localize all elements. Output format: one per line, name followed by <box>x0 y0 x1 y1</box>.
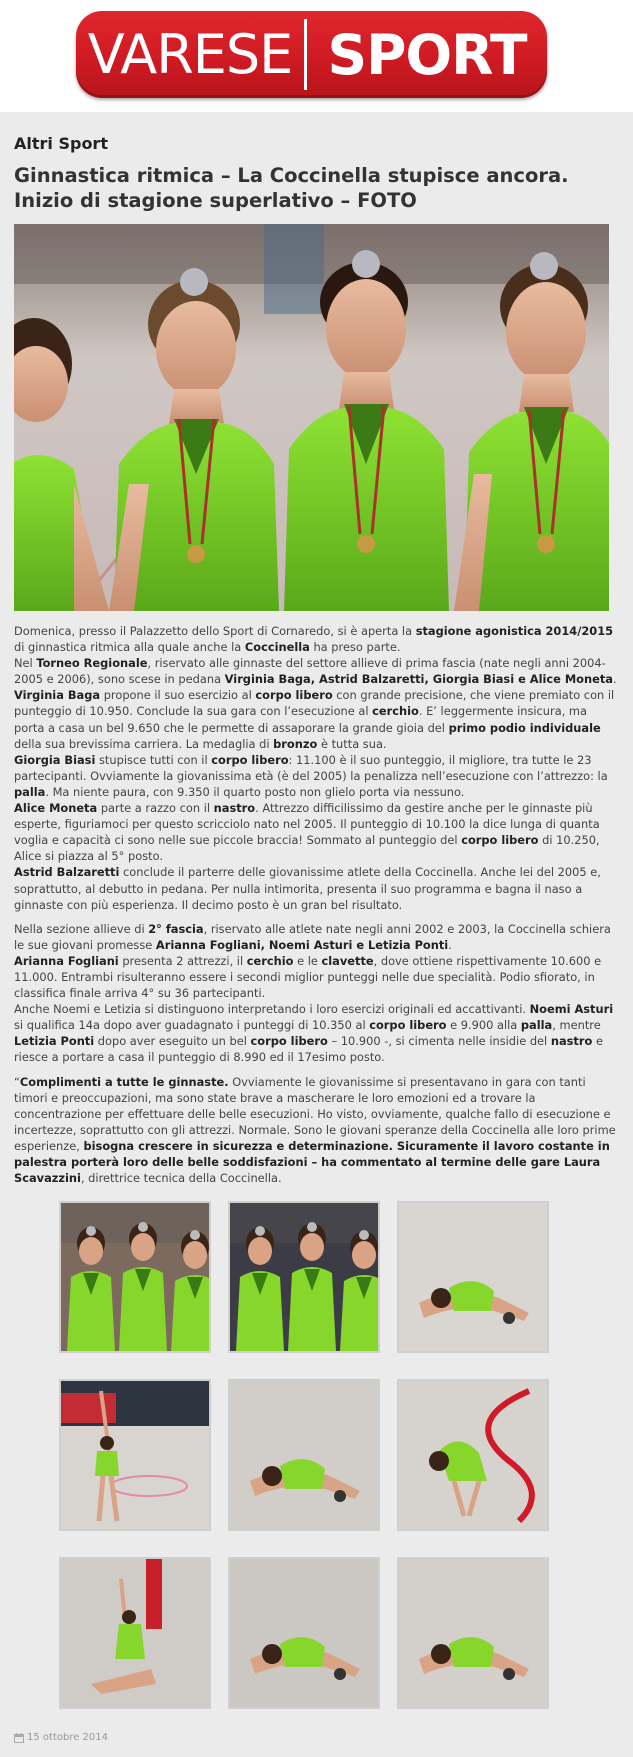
body-text: “ <box>14 1074 20 1089</box>
gallery-photo-ribbon[interactable] <box>397 1379 549 1531</box>
body-text: , riservato alle atlete nate negli anni 2002 e 2003, la Coccinella schiera le sue giovani promesse <box>14 921 611 952</box>
emphasis-text: nastro <box>213 801 256 816</box>
body-text: con grande precisione, che viene premiato con il punteggio di 10.950. Conclude la sua gara con l’esecuzione al <box>14 688 615 719</box>
emphasis-text: stagione agonistica 2014/2015 <box>415 624 614 638</box>
article-paragraph <box>14 953 619 1001</box>
paragraph-gap <box>14 1066 619 1074</box>
body-text: conclude il parterre delle giovanissime atlete della Coccinella. Anche lei del 2005 e, soprattutto, al debutto in pedana. Per nulla intimorita, presenta il suo programma e bagna il naso a ginnaste con più esperienza. Il decimo posto è un gran bel risultato. <box>14 865 601 912</box>
article-paragraph <box>14 921 619 953</box>
emphasis-text: Torneo Regionale <box>36 656 148 671</box>
body-text: . <box>448 937 452 952</box>
emphasis-text: corpo libero <box>369 1018 447 1033</box>
gallery-photo-image <box>399 1203 547 1351</box>
body-text: . E’ leggermente insicura, ma porta a casa un bel 9.650 che le permette di assaporare la grande gioia del <box>14 704 588 735</box>
emphasis-text: cerchio <box>246 953 294 968</box>
body-text: , riservato alle ginnaste del settore allieve di prima fascia (nate negli anni 2004-2005 e 2006), sono scese in pedana <box>14 656 606 687</box>
article-paragraph <box>14 1074 619 1187</box>
body-text: di ginnastica ritmica alla quale anche la <box>14 640 245 655</box>
article-paragraph <box>14 800 619 864</box>
emphasis-text: Arianna Fogliani <box>14 953 119 968</box>
article-paragraph <box>14 623 619 655</box>
body-text: dopo aver eseguito un bel <box>94 1034 251 1049</box>
body-text: e le <box>293 953 322 968</box>
gallery-photo-image <box>61 1203 209 1351</box>
paragraph-gap <box>14 913 619 921</box>
article-paragraph <box>14 864 619 912</box>
gallery-photo-split-1[interactable] <box>228 1379 380 1531</box>
emphasis-text: palla <box>14 784 46 799</box>
gallery-photo-image <box>399 1381 547 1529</box>
emphasis-text: corpo libero <box>461 833 539 848</box>
article-paragraph <box>14 752 619 800</box>
emphasis-text: corpo libero <box>250 1034 328 1049</box>
emphasis-text: Complimenti a tutte le ginnaste. <box>19 1074 229 1089</box>
body-text: Nel <box>14 656 37 671</box>
emphasis-text: cerchio <box>372 704 419 719</box>
body-text: , direttrice tecnica della Coccinella. <box>80 1171 282 1186</box>
body-text: stupisce tutti con il <box>95 752 212 767</box>
article-title: Ginnastica ritmica – La Coccinella stupisce ancora. Inizio di stagione superlativo – FOTO <box>14 164 569 212</box>
emphasis-text: Virginia Baga, Astrid Balzaretti, Giorgia Biasi e Alice Moneta <box>224 672 613 687</box>
emphasis-text: Astrid Balzaretti <box>14 865 120 880</box>
body-text: presenta 2 attrezzi, il <box>118 953 247 968</box>
gallery-photo-group-2[interactable] <box>228 1201 380 1353</box>
emphasis-text: bisogna crescere in sicurezza e determinazione. Sicuramente il lavoro costante in palestra porterà loro delle belle soddisfazioni – ha commentato al termine delle gare Laura Scavazzini <box>14 1138 610 1186</box>
emphasis-text: Arianna Fogliani, Noemi Asturi e Letizia Ponti <box>155 937 449 952</box>
article-paragraph <box>14 1001 619 1065</box>
emphasis-text: clavette <box>321 953 374 968</box>
gallery-photo-group-1[interactable] <box>59 1201 211 1353</box>
photo-gallery <box>14 1201 619 1709</box>
article-body <box>14 623 619 1186</box>
body-text: parte a razzo con il <box>97 801 214 816</box>
body-text: ha preso parte. <box>309 640 401 655</box>
hero-photo-image <box>14 224 609 611</box>
body-text: e 9.900 alla <box>446 1018 521 1033</box>
emphasis-text: primo podio individuale <box>448 720 601 735</box>
body-text: e riesce a portare a casa il punteggio di 8.990 ed il 17esimo posto. <box>14 1034 603 1065</box>
site-header <box>0 0 633 112</box>
logo-word-varese: VARESE <box>87 23 293 86</box>
site-logo[interactable] <box>76 11 547 98</box>
gallery-photo-image <box>61 1559 209 1707</box>
gallery-photo-image <box>230 1381 378 1529</box>
body-text: . Attrezzo difficilissimo da gestire anche per le ginnaste più esperte, figuriamoci per questo scricciolo nato nel 2005. Il punteggio di 10.100 la dice lunga di quanta voglia e capacità ci sono nelle sue piccole braccia! Sommato al punteggio del <box>14 801 600 848</box>
gallery-photo-image <box>399 1559 547 1707</box>
post-date: 15 ottobre 2014 <box>27 1732 109 1744</box>
emphasis-text: corpo libero <box>211 752 289 767</box>
emphasis-text: Virginia Baga <box>14 688 101 703</box>
emphasis-text: Letizia Ponti <box>14 1034 95 1049</box>
emphasis-text: bronzo <box>273 736 318 751</box>
emphasis-text: 2° fascia <box>148 921 204 936</box>
body-text: Domenica, presso il Palazzetto dello Sport di Cornaredo, si è aperta la <box>14 624 416 638</box>
gallery-photo-image <box>61 1381 209 1529</box>
body-text: di 10.250, Alice si piazza al 5° posto. <box>14 833 600 864</box>
body-text: : 11.100 è il suo punteggio, il migliore, tra tutte le 23 partecipanti. Ovviamente la giovanissima età (è del 2005) la penalizza nell’esecuzione con l’attrezzo: la <box>14 752 608 783</box>
body-text: . Ma niente paura, con 9.350 il quarto posto non glielo porta via nessuno. <box>45 784 465 799</box>
category-label[interactable]: Altri Sport <box>14 134 108 153</box>
body-text: – 10.900 -, si cimenta nelle insidie del <box>327 1034 551 1049</box>
emphasis-text: Noemi Asturi <box>529 1002 614 1017</box>
gallery-photo-split-3[interactable] <box>397 1557 549 1709</box>
emphasis-text: corpo libero <box>255 688 333 703</box>
body-text: Nella sezione allieve di <box>14 921 149 936</box>
logo-word-sport: SPORT <box>327 22 527 87</box>
gallery-photo-image <box>230 1203 378 1351</box>
body-text: della sua brevissima carriera. La medaglia di <box>14 736 274 751</box>
body-text: si qualifica 14a dopo aver guadagnato i punteggi di 10.350 al <box>14 1018 370 1033</box>
gallery-photo-image <box>230 1559 378 1707</box>
emphasis-text: Coccinella <box>244 640 310 655</box>
body-text: propone il suo esercizio al <box>100 688 256 703</box>
body-text: Anche Noemi e Letizia si distinguono interpretando i loro esercizi originali ed accattivanti. <box>14 1002 530 1017</box>
body-text: , dove ottiene rispettivamente 10.600 e 11.000. Entrambi risulteranno essere i secondi miglior punteggi nelle due specialità. Podio sfiorato, in classifica finale arriva 4° su 36 partecipanti. <box>14 953 602 1001</box>
body-text: . <box>612 672 617 687</box>
gallery-photo-kneel[interactable] <box>59 1557 211 1709</box>
post-meta <box>14 1732 619 1743</box>
gallery-photo-backbend[interactable] <box>397 1201 549 1353</box>
emphasis-text: Giorgia Biasi <box>14 752 96 767</box>
article-paragraph <box>14 655 619 687</box>
emphasis-text: Alice Moneta <box>14 801 98 816</box>
gallery-photo-split-2[interactable] <box>228 1557 380 1709</box>
body-text: , mentre <box>552 1018 601 1033</box>
hero-photo[interactable] <box>14 224 609 611</box>
emphasis-text: palla <box>520 1018 553 1033</box>
body-text: è tutta sua. <box>317 736 387 751</box>
calendar-icon <box>14 1733 24 1743</box>
emphasis-text: nastro <box>550 1034 593 1049</box>
article-paragraph <box>14 687 619 751</box>
body-text: Ovviamente le giovanissime si presentavano in gara con tanti timori e preoccupazioni, ma sono state brave a mascherare le loro emozioni ed a trovare la concentrazione per effettuare delle belle esecuzioni. Ho visto, ovviamente, qualche fallo di esecuzione e incertezze, soprattutto con gli attrezzi. Normale. Sono le giovani speranze della Coccinella alle loro prime esperienze, <box>14 1074 616 1153</box>
gallery-photo-hoop[interactable] <box>59 1379 211 1531</box>
main-content <box>0 134 633 1743</box>
